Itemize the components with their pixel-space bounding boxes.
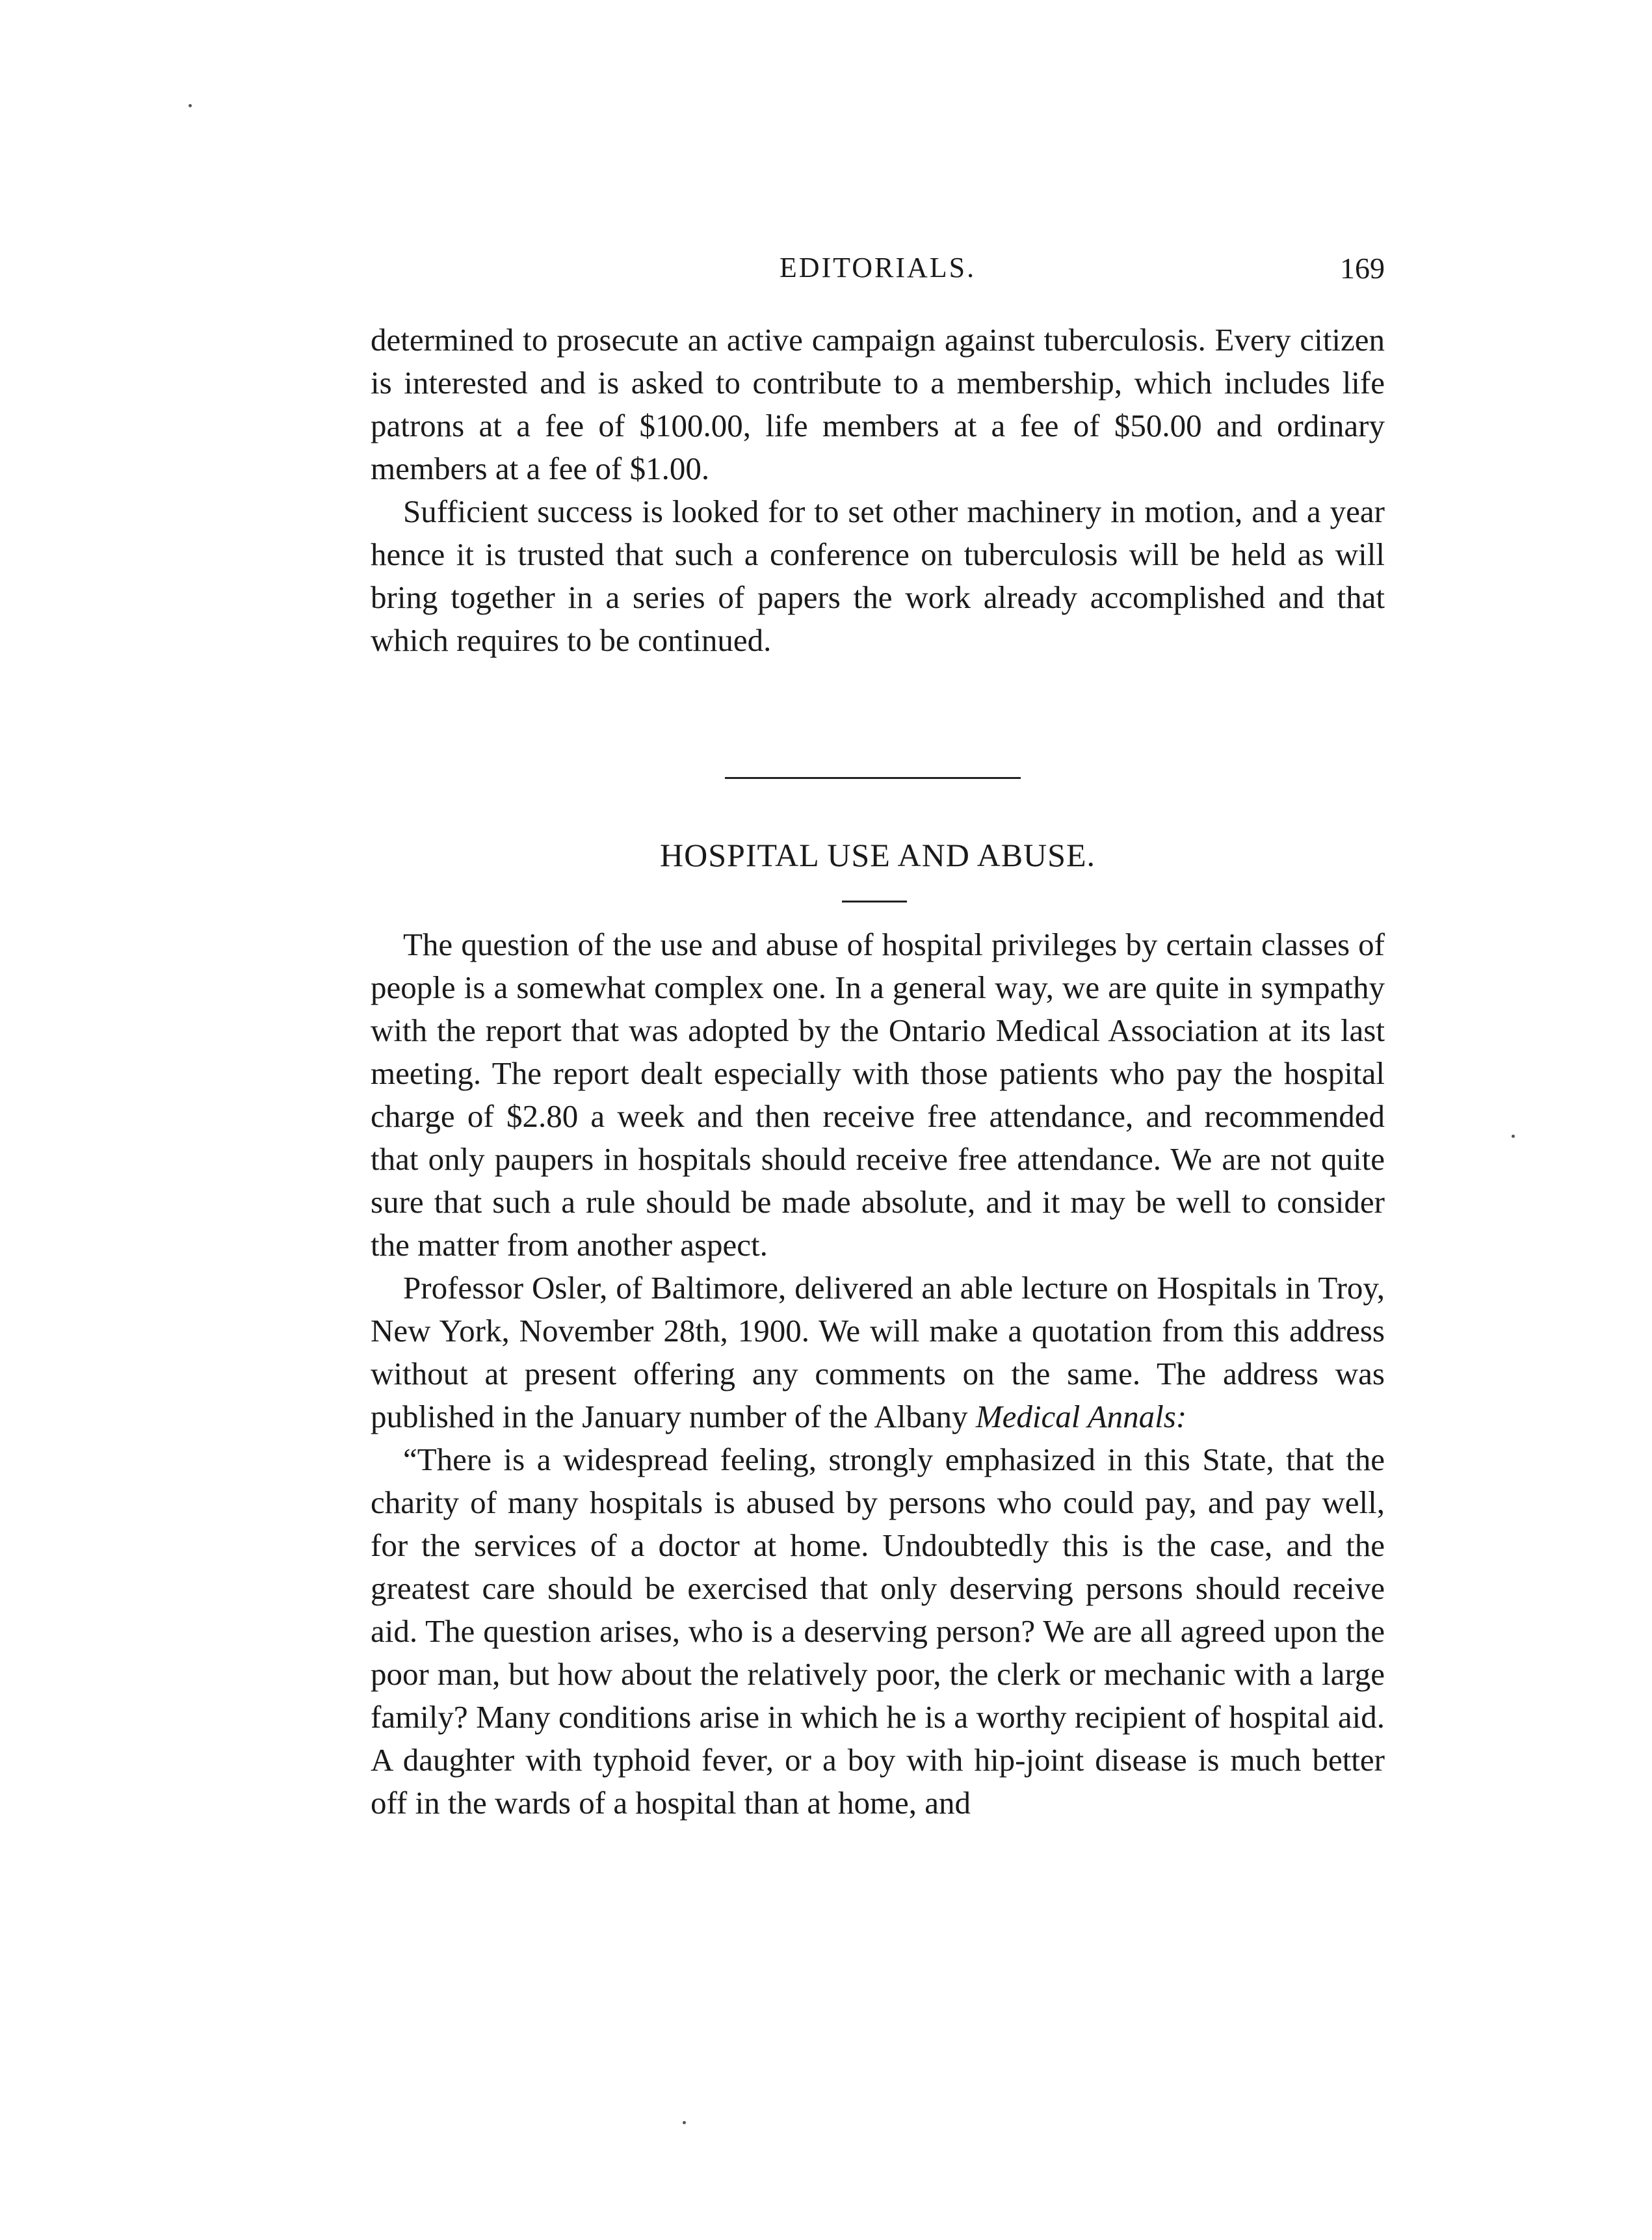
scan-speck — [683, 2121, 686, 2124]
section-divider — [725, 777, 1021, 779]
article-paragraph: The question of the use and abuse of hospital privileges by certain classes of people is a somewhat complex one. In a general way, we are quite in sympathy with the report that was adopted by the Ontario Medical Association at its last meeting. The report dealt especially with those patients who pay the hospital charge of $2.80 a week and then receive free attendance, and recommended that only paupers in hospitals should receive free attendance. We are not quite sure that such a rule should be made absolute, and it may be well to consider the matter from another aspect. — [371, 927, 1385, 1263]
scan-speck — [1512, 1135, 1515, 1138]
quoted-paragraph: “There is a widespread feeling, strongly emphasized in this State, that the charity of many hospitals is abused by persons who could pay, and pay well, for the services of a doctor at home. Undoubtedly this is the case, and the greatest care should be exercised that only deserving persons should receive aid. The question arises, who is a deserving person? We are all agreed upon the poor man, but how about the relatively poor, the clerk or mechanic with a large family? Many conditions arise in which he is a worthy recipient of hospital aid. A daughter with typhoid fever, or a boy with hip-joint disease is much better off in the wards of a hospital than at home, and — [371, 1442, 1385, 1821]
section-title: HOSPITAL USE AND ABUSE. — [660, 837, 1095, 873]
running-header — [371, 247, 1385, 293]
title-underline — [842, 901, 907, 903]
intro-text — [371, 319, 1385, 662]
article-body — [371, 923, 1385, 1825]
journal-title: Medical Annals: — [975, 1399, 1187, 1434]
intro-paragraph: Sufficient success is looked for to set other machinery in motion, and a year hence it is trusted that such a conference on tuberculosis will be held as will bring together in a series of papers the work already accomplished and that which requires to be continued. — [371, 494, 1385, 658]
paragraph-text: Professor Osler, of Baltimore, delivered an able lecture on Hospitals in Troy, New York, November 28th, 1900. We will make a quotation from this address without at present offering any comments on the same. The address was published in the January number of the Albany — [371, 1270, 1385, 1434]
running-title: EDITORIALS. — [779, 252, 977, 283]
scan-speck — [189, 104, 192, 107]
intro-paragraph-continued: determined to prosecute an active campaign against tuberculosis. Every citizen is interested and is asked to contribute to a membership, which includes life patrons at a fee of $100.00, life members at a fee of $50.00 and ordinary members at a fee of $1.00. — [371, 322, 1385, 486]
page-number: 169 — [1340, 252, 1385, 285]
article-paragraph-quotation-intro — [371, 1267, 1385, 1438]
